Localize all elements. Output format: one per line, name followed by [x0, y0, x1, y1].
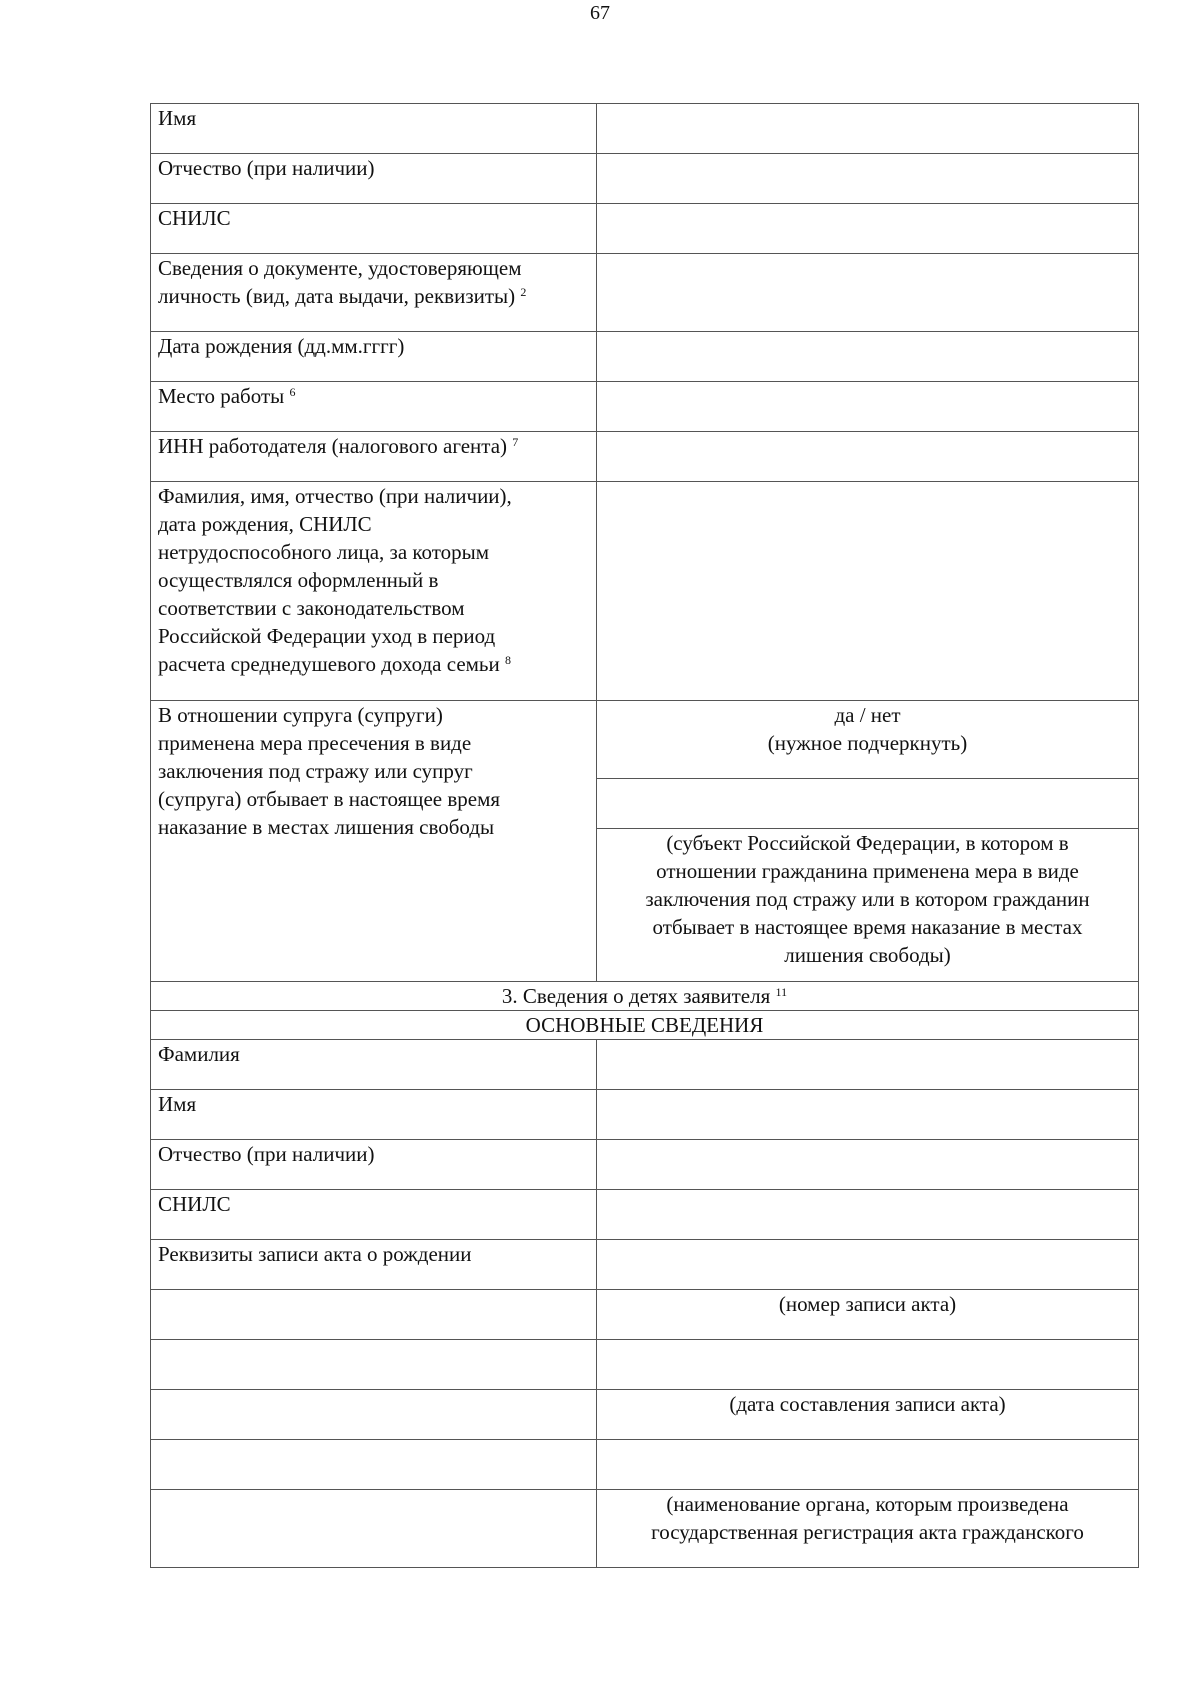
act-authority-hint-row — [151, 1490, 1139, 1568]
field-care-recipient[interactable] — [597, 482, 1139, 701]
applicant-form-table — [150, 103, 1139, 1568]
form-row-spouse-custody — [151, 701, 1139, 779]
field-workplace[interactable] — [597, 382, 1139, 432]
field-employer-inn[interactable] — [597, 432, 1139, 482]
footnote-ref: 2 — [520, 285, 527, 299]
field-child-first-name[interactable] — [597, 1090, 1139, 1140]
field-birth-record[interactable] — [597, 1240, 1139, 1290]
field-patronymic[interactable] — [597, 154, 1139, 204]
section-3-header-row — [151, 982, 1139, 1011]
field-child-snils[interactable] — [597, 1190, 1139, 1240]
act-authority-input-row — [151, 1440, 1139, 1490]
child-row-birth-record — [151, 1240, 1139, 1290]
label-id-document: Сведения о документе, удостоверяющем личность (вид, дата выдачи, реквизиты) $^2$ — [151, 254, 597, 332]
hint-spouse-region: (субъект Российской Федерации, в котором в отношении гражданина применена мера в виде заключения под стражу или в котором гражданин отбывает в настоящее время наказание в местах лишения свободы) — [597, 829, 1139, 982]
hint-act-authority: (наименование органа, которым произведена государственная регистрация акта гражданского — [597, 1490, 1139, 1568]
footnote-ref: 6 — [289, 385, 296, 399]
footnote-ref: 11 — [775, 985, 788, 999]
field-yes-no[interactable] — [597, 701, 1139, 779]
act-number-hint-row — [151, 1290, 1139, 1340]
blank-cell — [151, 1340, 597, 1390]
blank-cell — [151, 1290, 597, 1340]
label-workplace: Место работы $^6$ — [151, 382, 597, 432]
blank-cell — [151, 1490, 597, 1568]
form-row-birth-date — [151, 332, 1139, 382]
label-employer-inn: ИНН работодателя (налогового агента) $^7$ — [151, 432, 597, 482]
form-row-employer-inn — [151, 432, 1139, 482]
label-patronymic: Отчество (при наличии) — [151, 154, 597, 204]
field-act-date[interactable] — [597, 1340, 1139, 1390]
act-date-input-row — [151, 1340, 1139, 1390]
section-3-title: 3. Сведения о детях заявителя $^{11}$ — [151, 982, 1139, 1011]
form-row-snils — [151, 204, 1139, 254]
form-row-patronymic — [151, 154, 1139, 204]
blank-cell — [151, 1390, 597, 1440]
basic-info-header-row — [151, 1011, 1139, 1040]
form-row-id-document — [151, 254, 1139, 332]
label-child-snils: СНИЛС — [151, 1190, 597, 1240]
act-date-hint-row — [151, 1390, 1139, 1440]
child-row-first-name — [151, 1090, 1139, 1140]
field-id-document[interactable] — [597, 254, 1139, 332]
yes-no-options[interactable]: да / нет — [834, 703, 901, 727]
yes-no-hint: (нужное подчеркнуть) — [767, 731, 968, 755]
basic-info-title: ОСНОВНЫЕ СВЕДЕНИЯ — [151, 1011, 1139, 1040]
form-row-care-recipient — [151, 482, 1139, 701]
label-child-first-name: Имя — [151, 1090, 597, 1140]
label-child-last-name: Фамилия — [151, 1040, 597, 1090]
label-child-patronymic: Отчество (при наличии) — [151, 1140, 597, 1190]
label-care-recipient: Фамилия, имя, отчество (при наличии), дата рождения, СНИЛС нетрудоспособного лица, за которым осуществлялся оформленный в соответствии с законодательством Российской Федерации уход в период расчета среднедушевого дохода семьи $^8$ — [151, 482, 597, 701]
form-row-first-name — [151, 104, 1139, 154]
blank-cell — [151, 1440, 597, 1490]
child-row-snils — [151, 1190, 1139, 1240]
field-birth-date[interactable] — [597, 332, 1139, 382]
field-child-last-name[interactable] — [597, 1040, 1139, 1090]
hint-act-number: (номер записи акта) — [597, 1290, 1139, 1340]
label-spouse-custody: В отношении супруга (супруги) применена мера пресечения в виде заключения под стражу или супруг (супруга) отбывает в настоящее время наказание в местах лишения свободы — [151, 701, 597, 982]
label-birth-date: Дата рождения (дд.мм.гггг) — [151, 332, 597, 382]
child-row-last-name — [151, 1040, 1139, 1090]
label-snils: СНИЛС — [151, 204, 597, 254]
hint-act-date: (дата составления записи акта) — [597, 1390, 1139, 1440]
label-birth-record: Реквизиты записи акта о рождении — [151, 1240, 597, 1290]
label-first-name: Имя — [151, 104, 597, 154]
footnote-ref: 7 — [512, 435, 519, 449]
footnote-ref: 8 — [505, 653, 511, 667]
field-child-patronymic[interactable] — [597, 1140, 1139, 1190]
field-act-authority[interactable] — [597, 1440, 1139, 1490]
form-row-workplace — [151, 382, 1139, 432]
child-row-patronymic — [151, 1140, 1139, 1190]
field-snils[interactable] — [597, 204, 1139, 254]
page-number: 67 — [590, 2, 610, 24]
field-spouse-region[interactable] — [597, 779, 1139, 829]
field-first-name[interactable] — [597, 104, 1139, 154]
